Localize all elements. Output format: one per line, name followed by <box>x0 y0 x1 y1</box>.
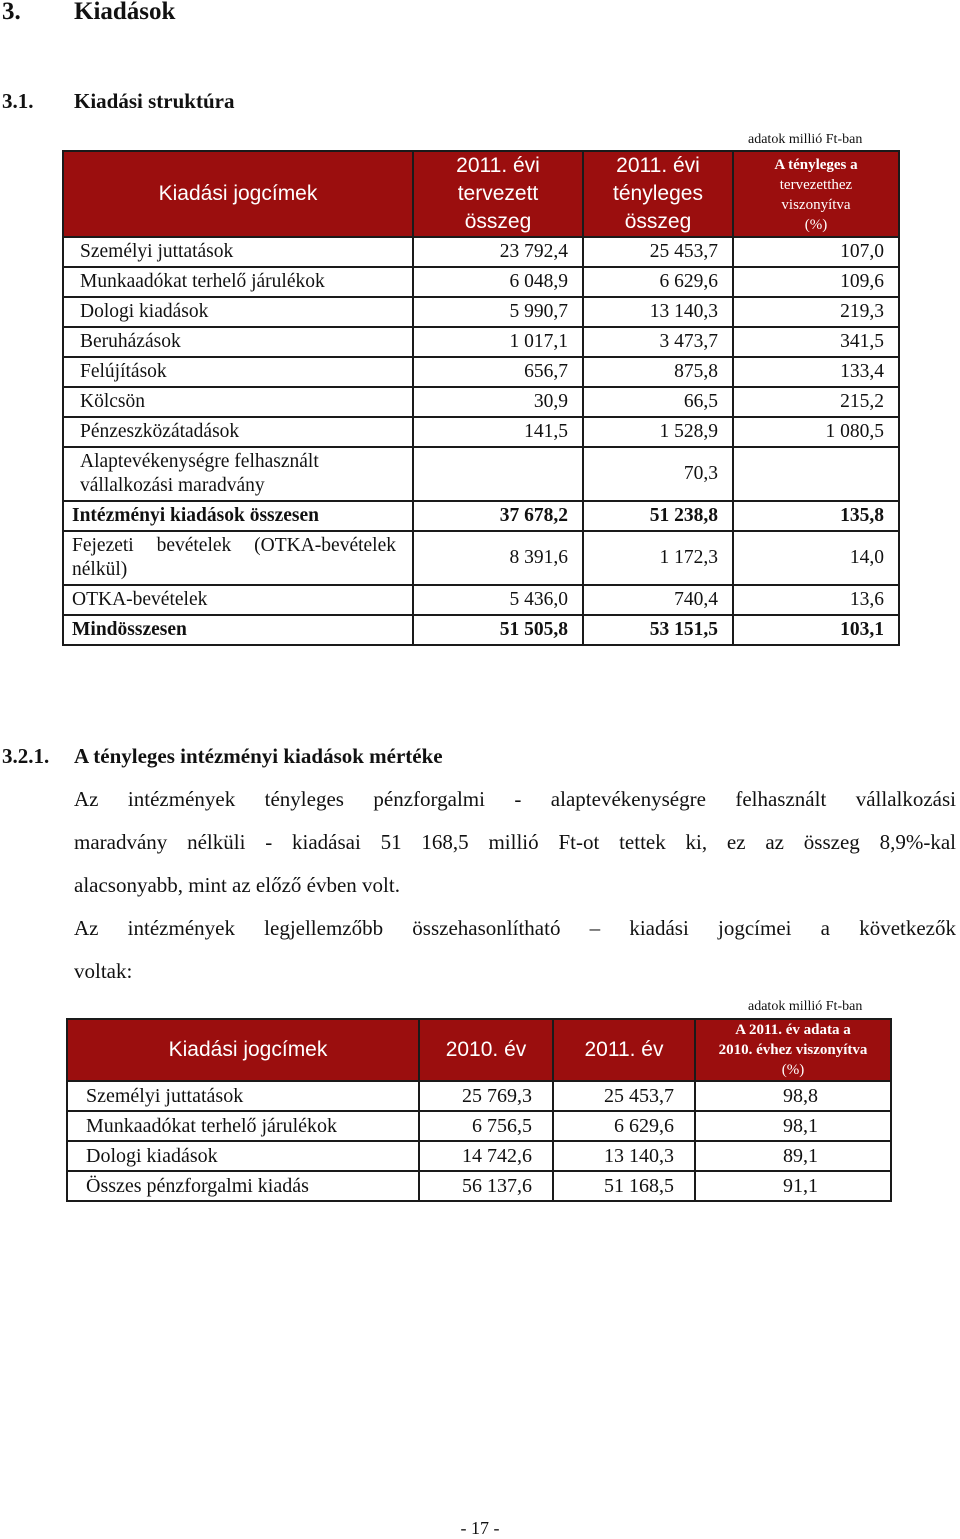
table-row: Felújítások 656,7 875,8 133,4 <box>63 357 899 387</box>
header-expense-category: Kiadási jogcímek <box>63 151 413 237</box>
table-row: Összes pénzforgalmi kiadás 56 137,6 51 168,5 91,1 <box>67 1171 891 1201</box>
paragraph-line: Az intézmények tényleges pénzforgalmi - alaptevékenységre felhasznált vállalkozási <box>74 787 956 811</box>
section-heading <box>2 0 175 26</box>
paragraph-line: maradvány nélküli - kiadásai 51 168,5 millió Ft-ot tettek ki, ez az összeg 8,9%-kal <box>74 830 956 854</box>
header-planned-amount: 2011. évi tervezett összeg <box>413 151 583 237</box>
table-row: Munkaadókat terhelő járulékok 6 756,5 6 629,6 98,1 <box>67 1111 891 1141</box>
header-2011: 2011. év <box>553 1019 695 1081</box>
table1-unit-note: adatok millió Ft-ban <box>748 132 863 147</box>
table-header-row <box>67 1019 891 1081</box>
table-row: Munkaadókat terhelő járulékok 6 048,9 6 629,6 109,6 <box>63 267 899 297</box>
page-number: - 17 - <box>460 1518 500 1538</box>
comparable-expenses-table <box>66 1018 892 1202</box>
header-2010: 2010. év <box>419 1019 553 1081</box>
paragraph-line: alacsonyabb, mint az előző évben volt. <box>74 873 400 897</box>
table-row: Pénzeszközátadások 141,5 1 528,9 1 080,5 <box>63 417 899 447</box>
surplus-row: Alaptevékenységre felhasznált vállalkozási maradvány 70,3 <box>63 447 899 501</box>
table2-unit-note: adatok millió Ft-ban <box>748 999 863 1014</box>
table-row: Dologi kiadások 5 990,7 13 140,3 219,3 <box>63 297 899 327</box>
subsubsection-heading <box>2 744 443 769</box>
table-row: Dologi kiadások 14 742,6 13 140,3 89,1 <box>67 1141 891 1171</box>
grand-total-row: Mindösszesen 51 505,8 53 151,5 103,1 <box>63 615 899 645</box>
table-header-row <box>63 151 899 237</box>
subsubsection-number: 3.2.1. <box>2 744 50 768</box>
chapter-revenue-row: Fejezeti bevételek (OTKA-bevételek nélkül) 8 391,6 1 172,3 14,0 <box>63 531 899 585</box>
subsubsection-title: A tényleges intézményi kiadások mértéke <box>74 744 443 768</box>
expense-structure-table <box>62 150 900 646</box>
table-row: Személyi juttatások 25 769,3 25 453,7 98,8 <box>67 1081 891 1111</box>
header-ratio: A 2011. év adata a 2010. évhez viszonyítva (%) <box>695 1019 891 1081</box>
header-expense-category: Kiadási jogcímek <box>67 1019 419 1081</box>
otka-revenue-row: OTKA-bevételek 5 436,0 740,4 13,6 <box>63 585 899 615</box>
table-row: Kölcsön 30,9 66,5 215,2 <box>63 387 899 417</box>
table-row: Személyi juttatások 23 792,4 25 453,7 107,0 <box>63 237 899 267</box>
paragraph-line: voltak: <box>74 959 133 983</box>
institutional-total-row: Intézményi kiadások összesen 37 678,2 51 238,8 135,8 <box>63 501 899 531</box>
table-row: Beruházások 1 017,1 3 473,7 341,5 <box>63 327 899 357</box>
header-ratio: A tényleges a tervezetthez viszonyítva (%) <box>733 151 899 237</box>
paragraph-line: Az intézmények legjellemzőbb összehasonlítható – kiadási jogcímei a következők <box>74 916 956 940</box>
header-actual-amount: 2011. évi tényleges összeg <box>583 151 733 237</box>
subsection-heading <box>2 89 234 114</box>
subsection-number: 3.1. <box>2 89 34 113</box>
subsection-title: Kiadási struktúra <box>74 89 235 113</box>
section-title: Kiadások <box>74 0 176 25</box>
section-number: 3. <box>2 0 21 25</box>
